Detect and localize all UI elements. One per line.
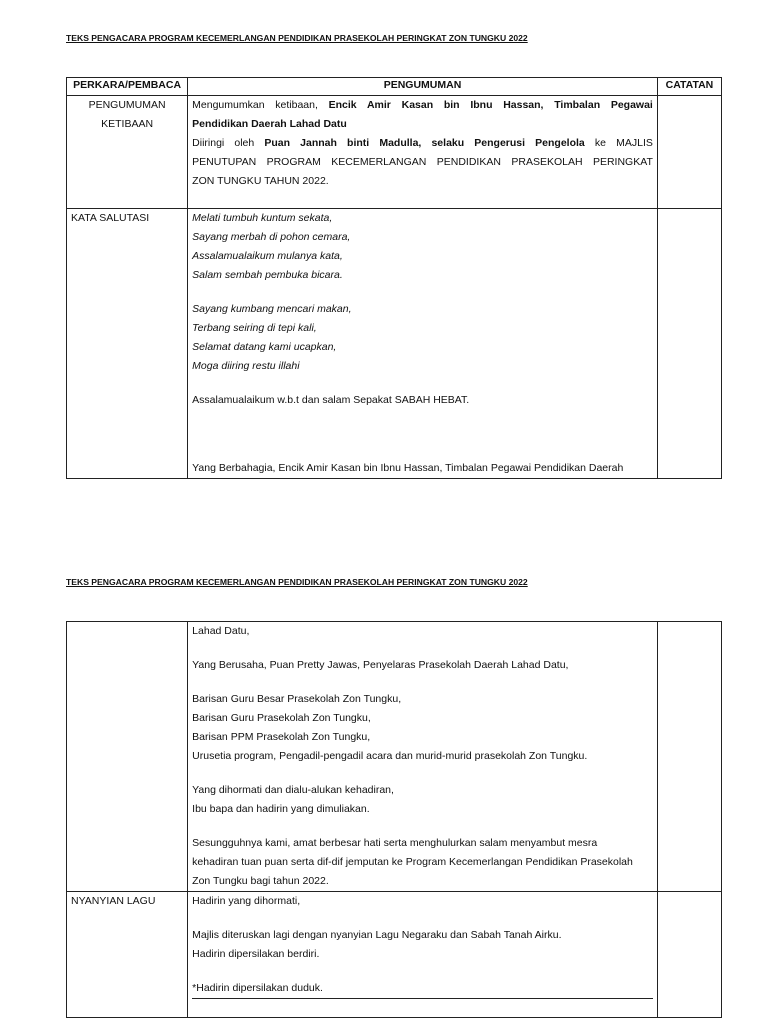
- row-item-label: NYANYIAN LAGU: [67, 892, 188, 1018]
- row-notes: [657, 96, 721, 209]
- table-row: [67, 209, 722, 479]
- row-item-label: KATA SALUTASI: [67, 209, 188, 479]
- table-row: [67, 622, 722, 892]
- row-item-label: [67, 622, 188, 892]
- table-row: [67, 892, 722, 1018]
- row-notes: [657, 209, 721, 479]
- page-header: TEKS PENGACARA PROGRAM KECEMERLANGAN PENDIDIKAN PRASEKOLAH PERINGKAT ZON TUNGKU 2022: [66, 33, 528, 43]
- row-announcement: Mengumumkan ketibaan, Encik Amir Kasan bin Ibnu Hassan, Timbalan Pegawai Pendidikan Daerah Lahad Datu Diiringi oleh Puan Jannah binti Madulla, selaku Pengerusi Pengelola ke MAJLIS PENUTUPAN PROGRAM KECEMERLANGAN PENDIDIKAN PRASEKOLAH PERINGKAT ZON TUNGKU TAHUN 2022.: [188, 96, 658, 209]
- row-notes: [657, 892, 721, 1018]
- script-table-1: [66, 77, 722, 479]
- script-table-2: [66, 621, 722, 1018]
- col-header-announcement: PENGUMUMAN: [188, 78, 658, 96]
- row-announcement: Melati tumbuh kuntum sekata, Sayang merbah di pohon cemara, Assalamualaikum mulanya kata, Salam sembah pembuka bicara. Sayang kumbang mencari makan, Terbang seiring di tepi kali, Selamat datang kami ucapkan, Moga diiring restu illahi Assalamualaikum w.b.t dan salam Sepakat SABAH HEBAT. Yang Berbahagia, Encik Amir Kasan bin Ibnu Hassan, Timbalan Pegawai Pendidikan Daerah: [188, 209, 658, 479]
- col-header-item: PERKARA/PEMBACA: [67, 78, 188, 96]
- table-row: [67, 96, 722, 209]
- row-announcement: Lahad Datu, Yang Berusaha, Puan Pretty Jawas, Penyelaras Prasekolah Daerah Lahad Datu, Barisan Guru Besar Prasekolah Zon Tungku, Barisan Guru Prasekolah Zon Tungku, Barisan PPM Prasekolah Zon Tungku, Urusetia program, Pengadil-pengadil acara dan murid-murid prasekolah Zon Tungku. Yang dihormati dan dialu-alukan kehadiran, Ibu bapa dan hadirin yang dimuliakan. Sesungguhnya kami, amat berbesar hati serta menghulurkan salam menyambut mesra kehadiran tuan puan serta dif-dif jemputan ke Program Kecemerlangan Pendidikan Prasekolah Zon Tungku bagi tahun 2022.: [188, 622, 658, 892]
- page-header: TEKS PENGACARA PROGRAM KECEMERLANGAN PENDIDIKAN PRASEKOLAH PERINGKAT ZON TUNGKU 2022: [66, 577, 528, 587]
- col-header-notes: CATATAN: [657, 78, 721, 96]
- row-item-label: PENGUMUMAN KETIBAAN: [67, 96, 188, 209]
- row-notes: [657, 622, 721, 892]
- table-header-row: [67, 78, 722, 96]
- row-announcement: Hadirin yang dihormati, Majlis diteruskan lagi dengan nyanyian Lagu Negaraku dan Sabah Tanah Airku. Hadirin dipersilakan berdiri. *Hadirin dipersilakan duduk.: [188, 892, 658, 1018]
